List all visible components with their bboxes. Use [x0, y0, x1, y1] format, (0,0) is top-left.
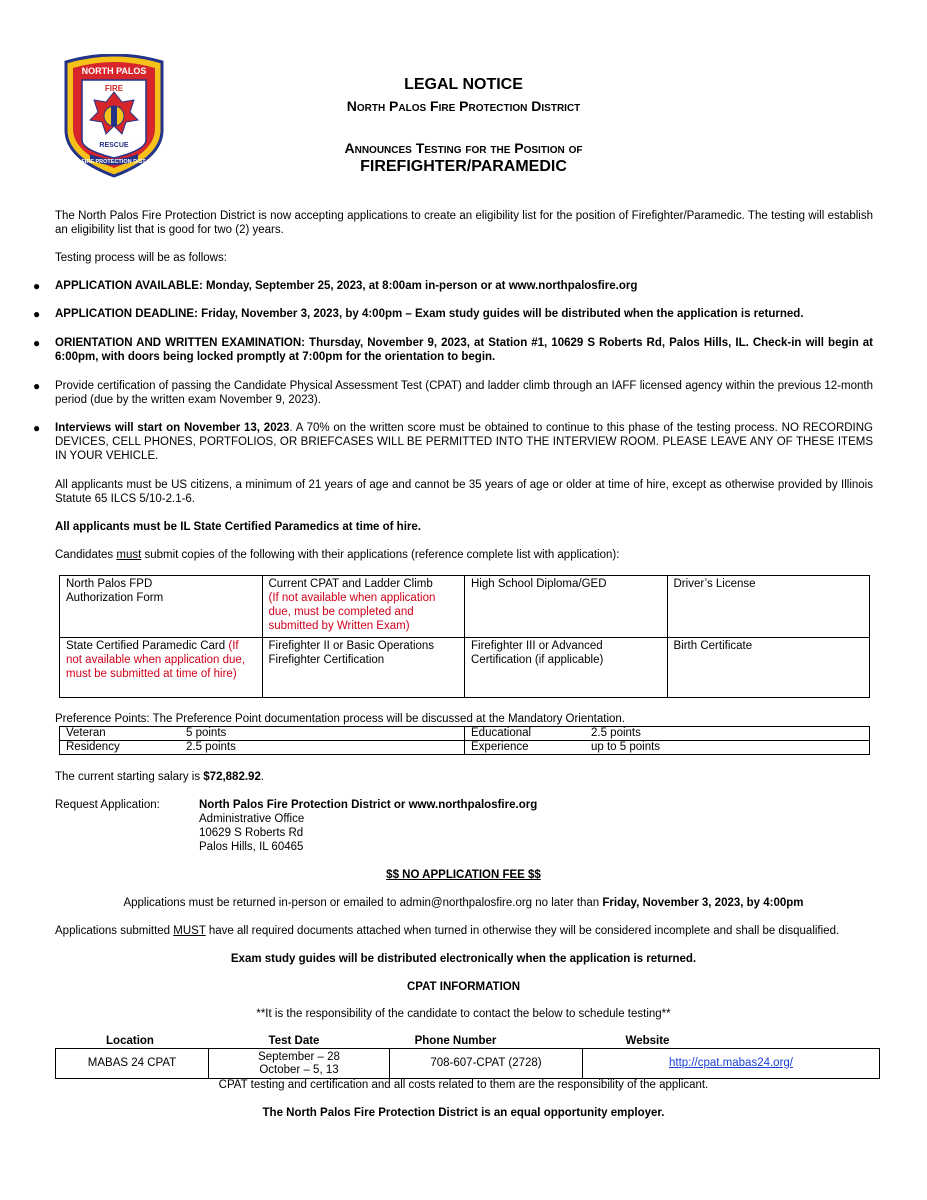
- pref-value: 2.5 points: [186, 741, 236, 753]
- position-title: FIREFIGHTER/PARAMEDIC: [360, 158, 567, 175]
- cpat-header-location: Location: [106, 1035, 154, 1047]
- cpat-heading: CPAT INFORMATION: [406, 981, 521, 993]
- cpat-phone: 708-607-CPAT (2728): [390, 1049, 583, 1079]
- cpat-footer: CPAT testing and certification and all costs related to them are the responsibility of the applicant.: [218, 1079, 709, 1091]
- submitted-post: have all required documents attached when turned in otherwise they will be considered incomplete and shall be disqualified.: [205, 925, 840, 937]
- announcement-line: Announces Testing for the Position of: [344, 140, 583, 156]
- interviews-details: . A 70% on the written score must be obtained to continue to this phase of the testing process. NO RECORDING DEVICES, CELL PHONES, PORTFOLIOS, OR BRIEFCASES WILL BE PERMITTED INTO THE INTERVIEW ROOM. PLEASE LEAVE ANY OF THESE ITEMS IN YOUR VEHICLE.: [55, 422, 873, 462]
- pref-label: Residency: [66, 741, 120, 753]
- preference-intro: Preference Points: The Preference Point documentation process will be discussed at the Mandatory Orientation.: [55, 713, 625, 725]
- doc-cpat: [262, 576, 465, 638]
- table-row: [60, 638, 870, 698]
- pref-label: Veteran: [66, 727, 106, 739]
- cpat-header-phone: Phone Number: [414, 1035, 497, 1047]
- cpat-requirement: Provide certification of passing the Candidate Physical Assessment Test (CPAT) and ladder climb through an IAFF licensed agency within the previous 12-month period (due by the written exam November 9, 2023).: [55, 380, 873, 406]
- pref-value: 5 points: [186, 727, 227, 739]
- salary-line: [55, 770, 873, 784]
- doc-text: Birth Certificate: [673, 640, 753, 652]
- doc-text: State Certified Paramedic Card: [66, 640, 226, 652]
- doc-text: Firefighter II or Basic Operations: [268, 640, 435, 652]
- candidates-must: must: [116, 549, 142, 561]
- logo-rescue-text: RESCUE: [99, 142, 129, 149]
- logo-bottom-text: FIRE PROTECTION DIST.: [81, 159, 147, 165]
- submitted-notice: [55, 924, 895, 938]
- submitted-must: MUST: [173, 925, 206, 937]
- table-row: [60, 741, 870, 755]
- pref-value: up to 5 points: [591, 741, 661, 753]
- request-line-1: North Palos Fire Protection District or www.northpalosfire.org: [199, 799, 538, 811]
- pref-label: Educational: [471, 727, 532, 739]
- study-guides-notice: Exam study guides will be distributed electronically when the application is returned.: [230, 953, 697, 965]
- application-deadline: APPLICATION DEADLINE: Friday, November 3, 2023, by 4:00pm – Exam study guides will be distributed when the application is returned.: [55, 308, 804, 320]
- doc-note: (If not available when application due, must be submitted at time of hire): [66, 640, 246, 680]
- interviews-date: Interviews will start on November 13, 2023: [55, 422, 290, 434]
- returned-deadline: Friday, November 3, 2023, by 4:00pm: [602, 897, 804, 909]
- pref-cell: [465, 727, 870, 741]
- request-label: Request Application:: [55, 799, 160, 811]
- bullet-dot: ●: [33, 336, 41, 350]
- district-name: North Palos Fire Protection District: [346, 98, 581, 114]
- doc-text: Certification (if applicable): [471, 654, 604, 666]
- pref-cell: [60, 741, 465, 755]
- bullet-dot: ●: [33, 279, 41, 293]
- table-row: [60, 727, 870, 741]
- pref-cell: [60, 727, 465, 741]
- required-documents-table: [59, 575, 870, 698]
- returned-pre: Applications must be returned in-person or emailed to admin@northpalosfire.org no later than: [123, 897, 603, 909]
- doc-birth-cert: [667, 638, 870, 698]
- cpat-date-2: October – 5, 13: [259, 1063, 339, 1076]
- logo-fire-text: FIRE: [104, 84, 124, 93]
- bullet-dot: ●: [33, 307, 41, 321]
- bullet-dot: ●: [33, 379, 41, 393]
- request-line-4: Palos Hills, IL 60465: [199, 841, 304, 853]
- table-row: [60, 576, 870, 638]
- doc-paramedic-card: [60, 638, 263, 698]
- doc-text: Firefighter III or Advanced: [471, 640, 603, 652]
- doc-text: Current CPAT and Ladder Climb: [268, 578, 433, 590]
- cpat-website-link[interactable]: http://cpat.mabas24.org/: [668, 1057, 794, 1069]
- candidates-post: submit copies of the following with their applications (reference complete list with application):: [141, 549, 620, 561]
- intro-paragraph: The North Palos Fire Protection District is now accepting applications to create an eligibility list for the position of Firefighter/Paramedic. The testing will establish an eligibility list that is good for two (2) years.: [55, 210, 873, 236]
- no-fee-notice: $$ NO APPLICATION FEE $$: [386, 869, 541, 881]
- request-line-3: 10629 S Roberts Rd: [199, 827, 304, 839]
- salary-amount: $72,882.92: [203, 771, 261, 783]
- request-line-2: Administrative Office: [199, 813, 305, 825]
- cpat-header-website: Website: [625, 1035, 670, 1047]
- table-row: [56, 1049, 880, 1079]
- cpat-header-date: Test Date: [268, 1035, 320, 1047]
- cpat-location: MABAS 24 CPAT: [56, 1049, 209, 1079]
- doc-text: Authorization Form: [66, 592, 164, 604]
- orientation-exam: ORIENTATION AND WRITTEN EXAMINATION: Thursday, November 9, 2023, at Station #1, 10629 S Roberts Rd, Palos Hills, IL. Check-in will begin at 6:00pm, with doors being locked promptly at 7:00pm for the orientation to begin.: [55, 337, 873, 363]
- doc-license: [667, 576, 870, 638]
- doc-text: High School Diploma/GED: [471, 578, 607, 590]
- pref-value: 2.5 points: [591, 727, 641, 739]
- submitted-pre: Applications submitted: [55, 925, 174, 937]
- doc-authorization: [60, 576, 263, 638]
- salary-post: .: [260, 771, 265, 783]
- notice-title: LEGAL NOTICE: [404, 76, 523, 93]
- process-intro: Testing process will be as follows:: [55, 252, 227, 264]
- cpat-table: [55, 1048, 880, 1079]
- candidates-pre: Candidates: [55, 549, 117, 561]
- salary-pre: The current starting salary is: [55, 771, 204, 783]
- interviews-paragraph: [55, 421, 873, 463]
- cpat-website-cell: [583, 1049, 880, 1079]
- doc-text: Driver’s License: [673, 578, 756, 590]
- application-available: APPLICATION AVAILABLE: Monday, September 25, 2023, at 8:00am in-person or at www.northpalosfire.org: [55, 280, 638, 292]
- returned-notice: [0, 896, 927, 910]
- doc-ff2: [262, 638, 465, 698]
- cpat-responsibility: **It is the responsibility of the candidate to contact the below to schedule testing**: [256, 1008, 671, 1020]
- cpat-date-1: September – 28: [258, 1050, 340, 1063]
- doc-text: North Palos FPD: [66, 578, 153, 590]
- logo-top-text: NORTH PALOS: [81, 66, 147, 76]
- preference-points-table: [59, 726, 870, 755]
- candidates-intro: [55, 548, 873, 562]
- pref-label: Experience: [471, 741, 529, 753]
- doc-text: Firefighter Certification: [268, 654, 385, 666]
- doc-diploma: [465, 576, 668, 638]
- eeo-statement: The North Palos Fire Protection District is an equal opportunity employer.: [262, 1107, 665, 1119]
- pref-cell: [465, 741, 870, 755]
- bullet-dot: ●: [33, 421, 41, 435]
- doc-ff3: [465, 638, 668, 698]
- doc-note: (If not available when application due, must be completed and submitted by Written Exam): [268, 592, 436, 632]
- cpat-dates: [209, 1049, 390, 1079]
- paramedic-requirement: All applicants must be IL State Certified Paramedics at time of hire.: [55, 521, 421, 533]
- citizens-requirement: All applicants must be US citizens, a minimum of 21 years of age and cannot be 35 years of age or older at time of hire, except as otherwise provided by Illinois Statute 65 ILCS 5/10-2.1-6.: [55, 479, 873, 505]
